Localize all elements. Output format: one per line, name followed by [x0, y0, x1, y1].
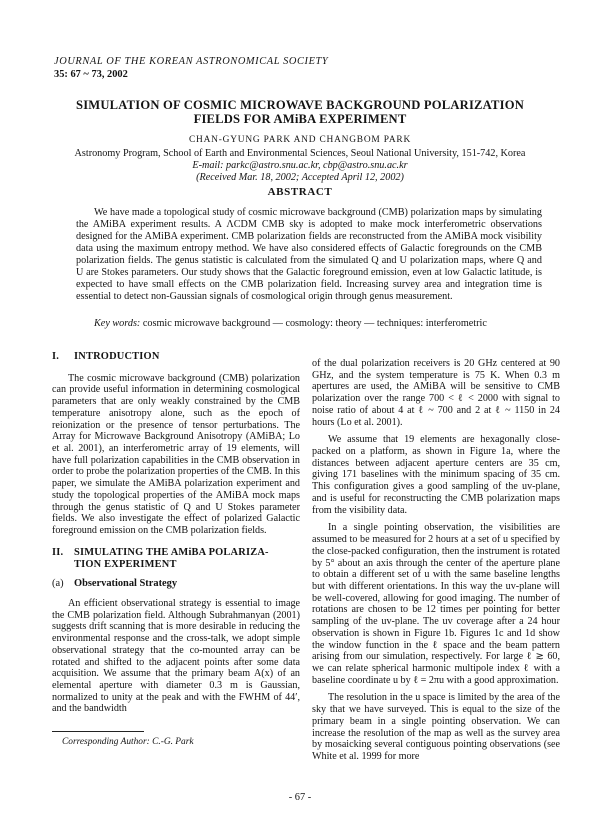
section-title-line-2: TION EXPERIMENT: [74, 558, 177, 570]
journal-name: JOURNAL OF THE KOREAN ASTRONOMICAL SOCIETY: [54, 56, 329, 67]
right-paragraph-1: of the dual polarization receivers is 20 GHz centered at 90 GHz, and the system temperature is 75 K. When 0.3 m apertures are used, the AMiBA will be sensitive to CMB polarization over the range 700 < ℓ < 2000 with signal to noise ratio of about 4 at ℓ ~ 700 and 2 at ℓ ~ 1150 in 24 hours (Lo et al. 2001).: [312, 358, 560, 428]
page-number: - 67 -: [288, 792, 312, 803]
section-number: I.: [52, 351, 60, 362]
left-column: [52, 351, 300, 721]
strategy-paragraph: An efficient observational strategy is essential to image the CMB polarization field. Although Subrahmanyan (2001) suggests drift scanning that is more desirable in reducing the environmental response and the cross-talk, we adopt simple observational strategy that the co-mounted array can be rotated and shifted to the adjacent points after some data acquisition. We assume that the primary beam A(x) of an elemental aperture with diameter 0.3 m is Gaussian, normalized to unity at the peak and with the FWHM of 44′, and the bandwidth: [52, 597, 300, 715]
section-title: INTRODUCTION: [74, 351, 160, 362]
section-number: II.: [52, 546, 64, 558]
subsection-title: Observational Strategy: [74, 578, 178, 590]
corresponding-author-footnote: Corresponding Author: C.-G. Park: [62, 737, 194, 747]
keywords-text: cosmic microwave background — cosmology: theory — techniques: interferometric: [142, 318, 487, 329]
subsection-a-heading: [52, 578, 300, 590]
keywords-label: Key words:: [94, 318, 141, 329]
abstract-heading: ABSTRACT: [267, 186, 333, 198]
author-list: CHAN-GYUNG PARK AND CHANGBOM PARK: [188, 135, 412, 145]
subsection-number: (a): [52, 578, 64, 590]
right-column: [312, 358, 560, 769]
received-line: (Received Mar. 18, 2002; Accepted April 12, 2002): [196, 172, 404, 183]
section-intro-heading: [52, 351, 300, 363]
section-title-line-1: SIMULATING THE AMiBA POLARIZA-: [74, 546, 269, 558]
footnote-divider: [52, 731, 144, 732]
title-line-1: SIMULATION OF COSMIC MICROWAVE BACKGROUND POLARIZATION: [76, 98, 524, 112]
email-line: E-mail: parkc@astro.snu.ac.kr, cbp@astro.snu.ac.kr: [192, 160, 408, 171]
intro-paragraph: The cosmic microwave background (CMB) polarization can provide useful information in determining cosmological parameters that are only weakly constrained by the CMB temperature anisotropy alone, such as the epoch of reionization or the presence of tensor perturbations. The Array for Microwave Background Anisotropy (AMiBA; Lo et al. 2001), an interferometric array of 19 elements, will have full polarization capabilities in the CMB observation in order to probe the polarization properties of the CMB. In this paper, we simulate the AMiBA polarization experiment and study the topological properties of the AMiBA mock maps through the genus statistic of Q and U Stokes parameter fields. We also investigate the effect of polarized Galactic foreground emission on the CMB polarization fields.: [52, 372, 300, 537]
right-paragraph-4: The resolution in the u space is limited by the area of the sky that we have surveyed. This is equal to the size of the primary beam in a single pointing observation. We can increase the resolution of the map as well as the survey area by mosaicking several contiguous pointing observations (see White et al. 1999 for more: [312, 692, 560, 762]
journal-volume: 35: 67 ~ 73, 2002: [54, 69, 128, 80]
right-paragraph-2: We assume that 19 elements are hexagonally close-packed on a platform, as shown in Figure 1a, where the distances between adjacent aperture centers are 35 cm, giving 171 baselines with the minimum spacing of 35 cm. This configuration gives a good sampling of the uv-plane, and is useful for reconstructing the CMB polarization maps from the visibility data.: [312, 434, 560, 516]
abstract-text: We have made a topological study of cosmic microwave background (CMB) polarization maps by simulating the AMiBA experiment results. A ΛCDM CMB sky is adopted to make mock interferometric observations designed for the AMiBA experiment. CMB polarization fields are reconstructed from the AMiBA mock visibility data using the maximum entropy method. We have also considered effects of Galactic foregrounds on the CMB polarization fields. The genus statistic is calculated from the simulated Q and U polarization maps, where Q and U are Stokes parameters. Our study shows that the Galactic foreground emission, even at low Galactic latitude, is expected to have small effects on the CMB polarization field. Increasing survey area and integration time is essential to detect non-Gaussian signals of cosmological origin through genus measurement.: [76, 207, 542, 303]
section-sim-heading: [52, 547, 300, 570]
title-line-2: FIELDS FOR AMiBA EXPERIMENT: [193, 112, 407, 126]
keywords: [76, 318, 542, 330]
paper-title: [40, 98, 560, 126]
affiliation: Astronomy Program, School of Earth and Environmental Sciences, Seoul National University, 151-742, Korea: [74, 148, 526, 159]
right-paragraph-3: In a single pointing observation, the visibilities are assumed to be measured for 2 hours at a set of u specified by the close-packed configuration, then the instrument is rotated by 5° about an axis through the center of the aperture plane to obtain a different set of u with the same baseline lengths but with different orientations. In this way the uv-plane will be well-covered, allowing for good imaging. The number of rotations are chosen to be 12 times per pointing for better sampling of the uv-plane. The uv coverage after a 24 hour observation is shown in Figure 1b. Figures 1c and 1d show the window function in the ℓ space and the beam pattern arising from our simulation, respectively. For large ℓ ≳ 60, we can relate spherical harmonic multipole index ℓ with a baseline coordinate u by ℓ = 2πu with a good approximation.: [312, 522, 560, 686]
